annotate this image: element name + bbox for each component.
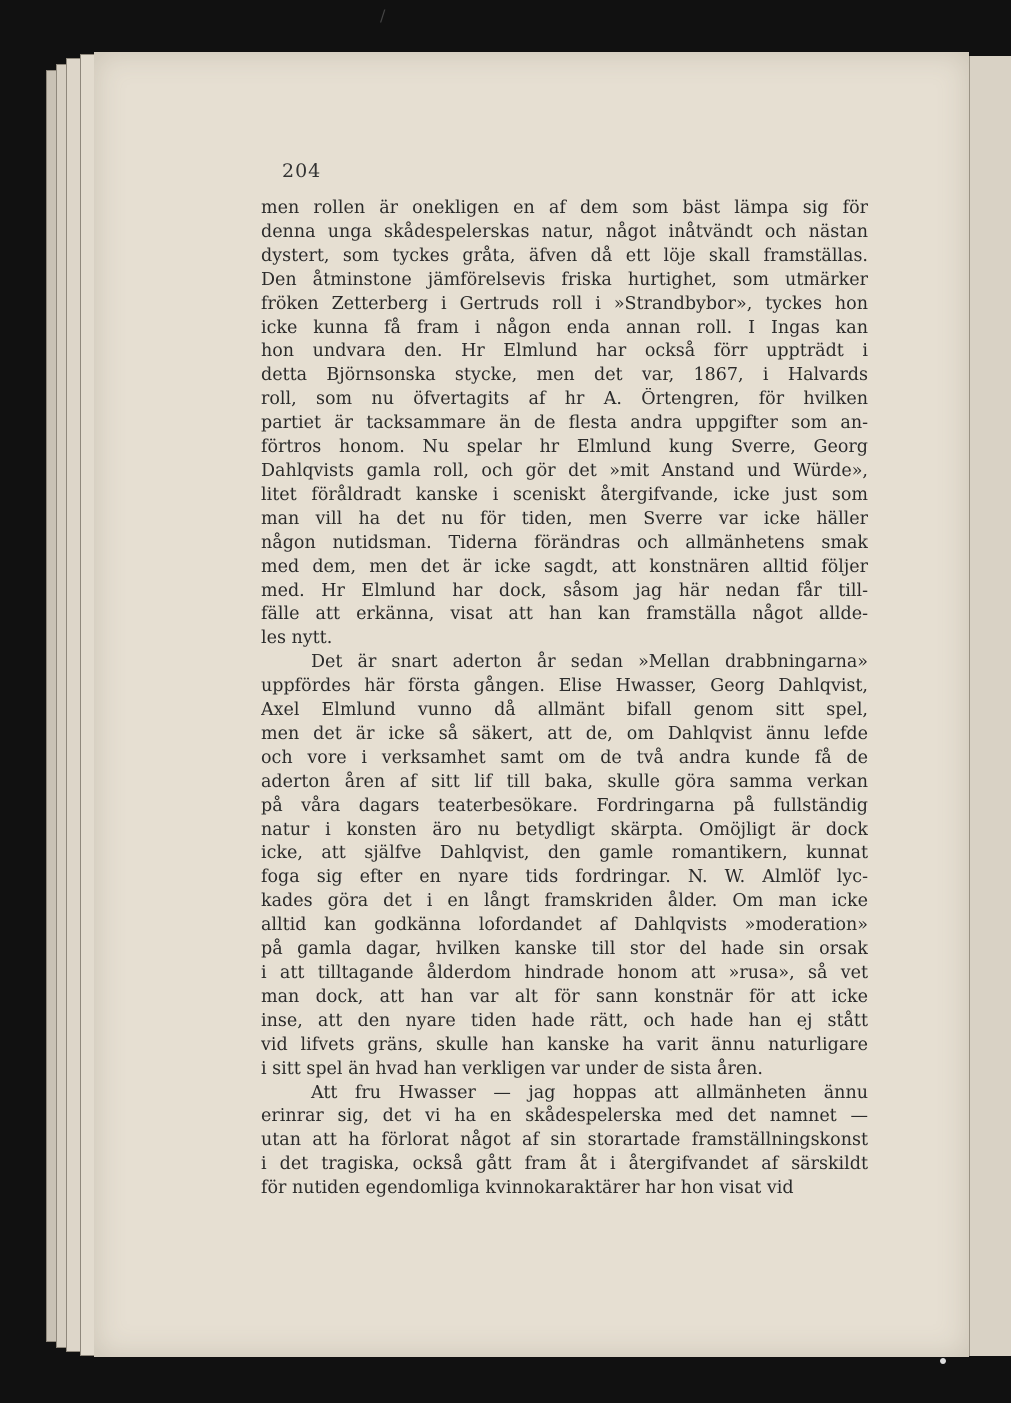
text-line: man dock, att han var alt för sann konstnär för att icke <box>261 986 868 1007</box>
text-line: med. Hr Elmlund har dock, såsom jag här nedan får till- <box>261 580 868 601</box>
text-line: i sitt spel än hvad han verkligen var under de sista åren. <box>261 1058 763 1079</box>
body-text <box>261 197 868 1201</box>
text-line: fälle att erkänna, visat att han kan framställa något allde- <box>261 604 868 625</box>
text-line: les nytt. <box>261 628 333 649</box>
text-line: inse, att den nyare tiden hade rätt, och hade han ej stått <box>261 1010 868 1031</box>
text-line: icke kunna få fram i någon enda annan roll. I Ingas kan <box>261 317 868 338</box>
text-line: Att fru Hwasser — jag hoppas att allmänheten ännu <box>311 1082 868 1103</box>
text-line: för nutiden egendomliga kvinnokaraktärer har hon visat vid <box>261 1178 794 1199</box>
text-line: Den åtminstone jämförelsevis friska hurtighet, som utmärker <box>261 269 868 290</box>
text-line: Det är snart aderton år sedan »Mellan drabbningarna» <box>311 652 868 673</box>
text-line: på våra dagars teaterbesökare. Fordringarna på fullständig <box>261 795 868 816</box>
text-line: denna unga skådespelerskas natur, något inåtvändt och nästan <box>261 221 868 242</box>
text-line: dystert, som tyckes gråta, äfven då ett löje skall framställas. <box>261 245 868 266</box>
dust-speck <box>940 1358 946 1364</box>
text-line: foga sig efter en nyare tids fordringar. N. W. Almlöf lyc- <box>261 867 868 888</box>
text-line: erinrar sig, det vi ha en skådespelerska med det namnet — <box>261 1106 868 1127</box>
paragraph <box>261 197 868 651</box>
paragraph <box>261 651 868 1081</box>
text-line: icke, att själfve Dahlqvist, den gamle romantikern, kunnat <box>261 843 868 864</box>
text-line: med dem, men det är icke sagdt, att konstnären alltid följer <box>261 556 868 577</box>
text-line: men rollen är onekligen en af dem som bäst lämpa sig för <box>261 198 868 218</box>
paragraph <box>261 1082 868 1202</box>
text-line: utan att ha förlorat något af sin storartade framställningskonst <box>261 1130 868 1151</box>
text-line: på gamla dagar, hvilken kanske till stor del hade sin orsak <box>261 939 868 960</box>
text-line: förtros honom. Nu spelar hr Elmlund kung Sverre, Georg <box>261 437 868 458</box>
text-line: kades göra det i en långt framskriden ålder. Om man icke <box>261 891 868 912</box>
text-line: Dahlqvists gamla roll, och gör det »mit Anstand und Würde», <box>261 460 868 481</box>
text-line: litet föråldradt kanske i sceniskt återgifvande, icke just som <box>261 484 868 505</box>
text-line: någon nutidsman. Tiderna förändras och allmänhetens smak <box>261 532 868 553</box>
text-line: aderton åren af sitt lif till baka, skulle göra samma verkan <box>261 771 868 792</box>
text-line: partiet är tacksammare än de flesta andra uppgifter som an- <box>261 413 868 434</box>
facing-page-edge <box>969 56 1011 1356</box>
top-mark: / <box>380 6 386 25</box>
text-line: man vill ha det nu för tiden, men Sverre var icke häller <box>261 508 868 529</box>
text-line: alltid kan godkänna lofordandet af Dahlqvists »moderation» <box>261 915 868 936</box>
text-line: vid lifvets gräns, skulle han kanske ha varit ännu naturligare <box>261 1034 868 1055</box>
text-line: Axel Elmlund vunno då allmänt bifall genom sitt spel, <box>261 700 868 721</box>
text-line: natur i konsten äro nu betydligt skärpta. Omöjligt är dock <box>261 819 868 840</box>
text-line: fröken Zetterberg i Gertruds roll i »Strandbybor», tyckes hon <box>261 293 868 314</box>
text-line: i det tragiska, också gått fram åt i återgifvandet af särskildt <box>261 1154 868 1175</box>
text-line: och vore i verksamhet samt om de två andra kunde få de <box>261 747 868 768</box>
text-line: roll, som nu öfvertagits af hr A. Örtengren, för hvilken <box>261 389 868 410</box>
text-line: i att tilltagande ålderdom hindrade honom att »rusa», så vet <box>261 963 868 983</box>
page-number: 204 <box>282 160 322 182</box>
text-line: detta Björnsonska stycke, men det var, 1867, i Halvards <box>261 365 868 386</box>
text-line: uppfördes här första gången. Elise Hwasser, Georg Dahlqvist, <box>261 676 868 697</box>
text-line: men det är icke så säkert, att de, om Dahlqvist ännu lefde <box>261 723 868 744</box>
text-line: hon undvara den. Hr Elmlund har också förr uppträdt i <box>261 341 868 362</box>
